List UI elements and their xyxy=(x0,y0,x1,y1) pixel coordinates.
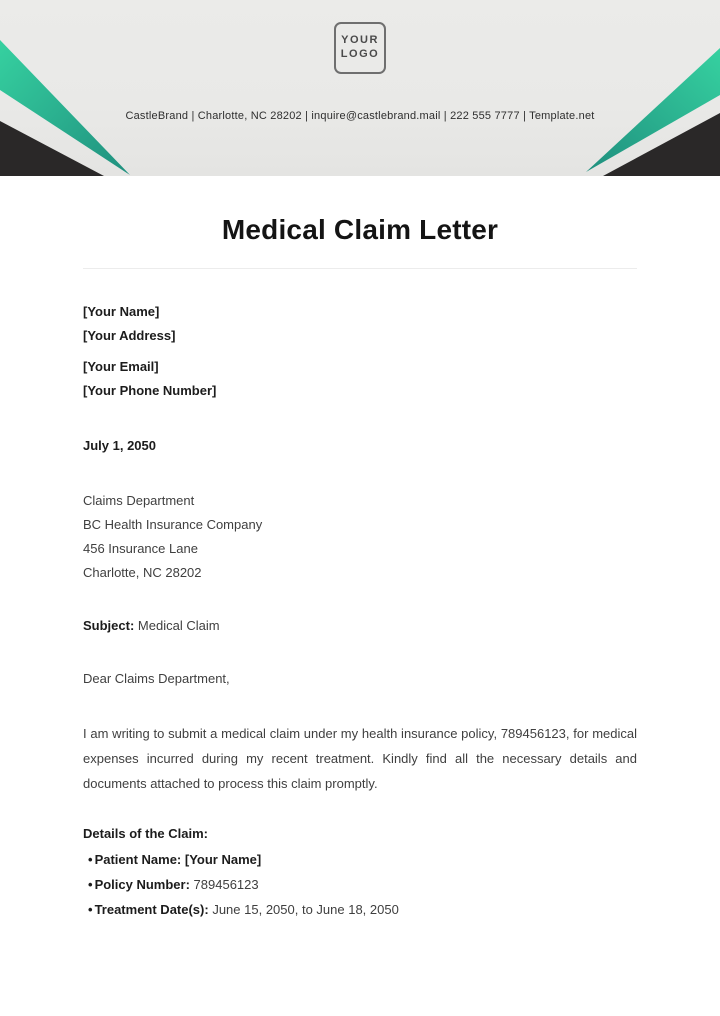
letter-body xyxy=(0,212,720,922)
bullet-marker: • xyxy=(88,877,93,892)
subject-value: Medical Claim xyxy=(137,618,220,633)
letterhead-contact-line: CastleBrand | Charlotte, NC 28202 | inquire@castlebrand.mail | 222 555 7777 | Template.net xyxy=(125,110,595,122)
bullet-marker: • xyxy=(88,852,93,867)
logo-placeholder xyxy=(334,22,386,74)
subject-label: Subject: xyxy=(83,618,135,633)
recipient-line: Charlotte, NC 28202 xyxy=(83,565,202,580)
sender-block xyxy=(83,300,637,403)
body-paragraph: I am writing to submit a medical claim under my health insurance policy, 789456123, for medical expenses incurred during my recent treatment. Kindly find all the necessary details and documents attached to process this claim promptly. xyxy=(83,726,637,791)
claim-detail-item xyxy=(88,847,637,872)
recipient-line: Claims Department xyxy=(83,493,195,508)
detail-value: June 15, 2050, to June 18, 2050 xyxy=(212,902,399,917)
title-divider xyxy=(83,268,637,269)
logo-text-line2: LOGO xyxy=(340,48,380,60)
salutation: Dear Claims Department, xyxy=(83,671,230,686)
letter-date: July 1, 2050 xyxy=(83,438,156,453)
sender-address: [Your Address] xyxy=(83,328,176,343)
recipient-block xyxy=(83,489,637,585)
sender-name: [Your Name] xyxy=(83,304,160,319)
letter-title: Medical Claim Letter xyxy=(221,214,499,245)
claim-details-heading: Details of the Claim: xyxy=(83,826,208,841)
detail-label: Treatment Date(s): xyxy=(94,902,209,917)
detail-value: [Your Name] xyxy=(184,852,262,867)
recipient-line: 456 Insurance Lane xyxy=(83,541,198,556)
recipient-line: BC Health Insurance Company xyxy=(83,517,263,532)
letterhead xyxy=(0,0,720,176)
claim-detail-item xyxy=(88,897,637,922)
sender-phone: [Your Phone Number] xyxy=(83,383,217,398)
logo-text-line1: YOUR xyxy=(341,34,379,47)
claim-details-list xyxy=(83,847,637,922)
subject-line xyxy=(83,614,637,638)
detail-label: Policy Number: xyxy=(94,877,190,892)
detail-value: 789456123 xyxy=(193,877,259,892)
bullet-marker: • xyxy=(88,902,93,917)
claim-detail-item xyxy=(88,872,637,897)
left-black-wedge xyxy=(0,121,104,176)
detail-label: Patient Name: xyxy=(94,852,182,867)
sender-email: [Your Email] xyxy=(83,359,159,374)
